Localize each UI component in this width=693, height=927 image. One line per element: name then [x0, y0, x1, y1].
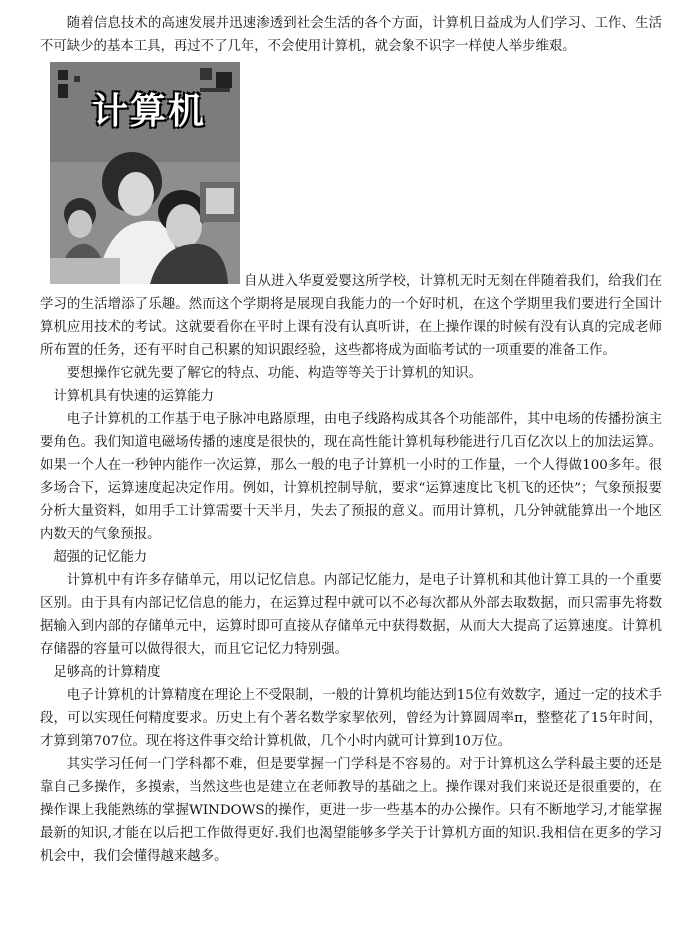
- figure-title: 计算机: [91, 91, 206, 132]
- section-heading-speed: 计算机具有快速的运算能力: [53, 389, 215, 404]
- know-paragraph: 要想操作它就先要了解它的特点、功能、构造等等关于计算机的知识。: [66, 366, 482, 381]
- section-heading-precision: 足够高的计算精度: [53, 665, 161, 680]
- document-page: [40, 12, 662, 868]
- section-body-precision: 电子计算机的计算精度在理论上不受限制，一般的计算机均能达到15位有效数字，通过一定的技术手段，可以实现任何精度要求。历史上有个著名数学家挈依列，曾经为计算圆周率π，整整花了15年时间，才算到第707位。现在将这件事交给计算机做，几个小时内就可计算到10万位。: [40, 688, 662, 749]
- section-body-speed: 电子计算机的工作基于电子脉冲电路原理，由电子线路构成其各个功能部件，其中电场的传播扮演主要角色。我们知道电磁场传播的速度是很快的，现在高性能计算机每秒能进行几百亿次以上的加法运算。如果一个人在一秒钟内能作一次运算，那么一般的电子计算机一小时的工作量，一个人得做100多年。很多场合下，运算速度起决定作用。例如，计算机控制导航，要求“运算速度比飞机飞的还快”；气象预报要分析大量资料，如用手工计算需要十天半月，失去了预报的意义。而用计算机，几分钟就能算出一个地区内数天的气象预报。: [40, 412, 662, 542]
- conclusion-paragraph: 其实学习任何一门学科都不难，但是要掌握一门学科是不容易的。对于计算机这么学科最主要的还是靠自己多操作，多摸索，当然这些也是建立在老师教导的基础之上。操作课对我们来说还是很重要的，在操作课上我能熟练的掌握WINDOWS的操作，更进一步一些基本的办公操作。只有不断地学习,才能掌握最新的知识,才能在以后把工作做得更好.我们也渴望能够多学关于计算机方面的知识.我相信在更多的学习机会中，我们会懂得越来越多。: [40, 757, 662, 864]
- section-heading-memory: 超强的记忆能力: [53, 550, 148, 565]
- section-body-memory: 计算机中有许多存储单元，用以记忆信息。内部记忆能力，是电子计算机和其他计算工具的一个重要区别。由于具有内部记忆信息的能力，在运算过程中就可以不必每次都从外部去取数据，而只需事先将数据输入到内部的存储单元中，运算时即可直接从存储单元中获得数据，从而大大提高了运算速度。计算机存储器的容量可以做得很大，而且它记忆力特别强。: [40, 573, 662, 657]
- school-paragraph: 自从进入华夏爱婴这所学校，计算机无时无刻在伴随着我们，给我们在学习的生活增添了乐趣。然而这个学期将是展现自我能力的一个好时机，在这个学期里我们要进行全国计算机应用技术的考试。这就要看你在平时上课有没有认真听讲，在上操作课的时候有没有认真的完成老师所布置的任务，还有平时自己积累的知识跟经验，这些都将成为面临考试的一项重要的准备工作。: [40, 274, 662, 358]
- intro-paragraph: 随着信息技术的高速发展并迅速渗透到社会生活的各个方面，计算机日益成为人们学习、工作、生活不可缺少的基本工具，再过不了几年，不会使用计算机，就会象不识字一样使人举步维艰。: [40, 16, 662, 54]
- computer-class-illustration: [50, 62, 240, 284]
